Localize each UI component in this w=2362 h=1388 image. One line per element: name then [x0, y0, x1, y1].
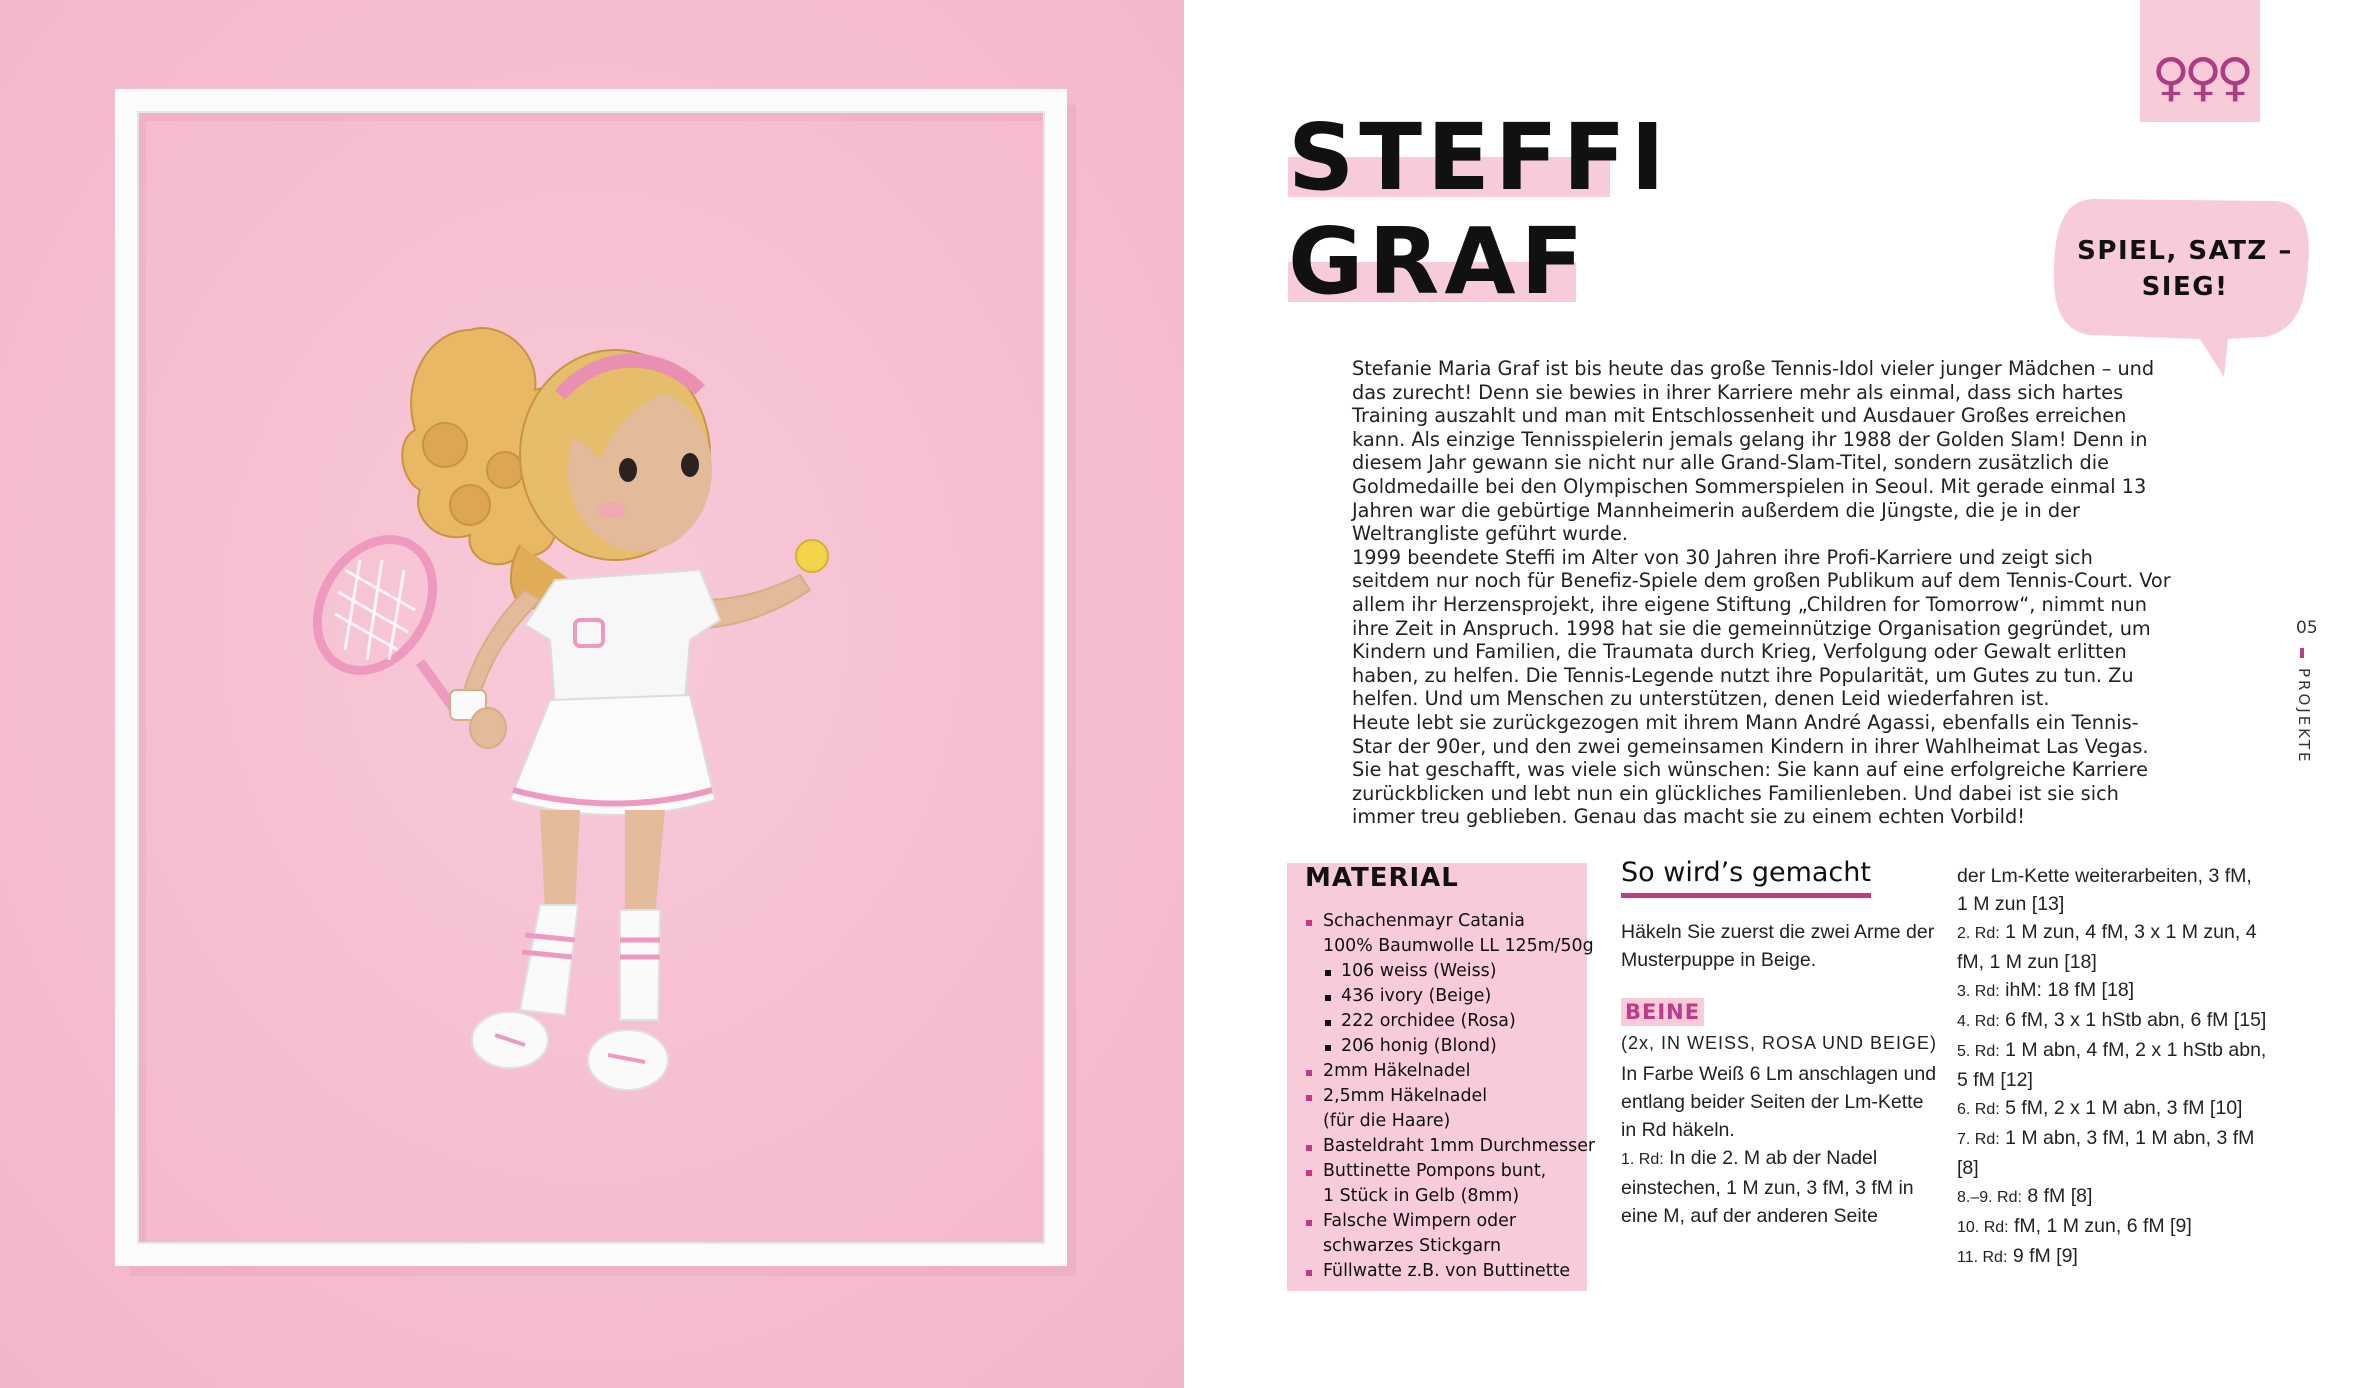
round-instruction	[1957, 1036, 2267, 1094]
material-item: 1 Stück in Gelb (8mm)	[1323, 1186, 1520, 1206]
round-label: 8.–9. Rd:	[1957, 1189, 2022, 1206]
round-instruction	[1957, 1006, 2267, 1036]
howto-heading: So wird’s gemacht	[1621, 855, 1871, 898]
intro-paragraph: Stefanie Maria Graf ist bis heute das große Tennis-Idol vieler junger Mädchen – und das zurecht! Denn sie bewies in ihrer Karriere mehr als einmal, dass sich hartes Training auszahlt und man mit Entschlossenheit und Ausdauer Großes erreichen kann. Als einzige Tennisspielerin jemals gelang ihr 1988 der Golden Slam! Denn in diesem Jahr gewann sie nicht nur alle Grand-Slam-Titel, sondern zusätzlich die Goldmedaille bei den Olympischen Sommerspielen in Seoul. Mit gerade einmal 13 Jahren war die gebürtige Mannheimerin außerdem die Jüngste, die je in der Weltrangliste geführt wurde.	[1352, 357, 2155, 546]
tennis-ball	[796, 540, 828, 572]
material-item: 2,5mm Häkelnadel	[1305, 1084, 1595, 1109]
material-item: 100% Baumwolle LL 125m/50g	[1323, 936, 1594, 956]
instructions-column-1	[1621, 855, 1941, 1230]
round-label: 10. Rd:	[1957, 1219, 2009, 1236]
material-item: 2mm Häkelnadel	[1305, 1059, 1595, 1084]
female-symbols-tab	[2140, 0, 2260, 122]
material-item: Füllwatte z.B. von Buttinette	[1305, 1259, 1595, 1284]
round-label: 2. Rd:	[1957, 925, 2000, 942]
female-symbols-icon: ♀♀♀	[2151, 48, 2249, 108]
section-marker	[2300, 648, 2304, 658]
beine-subheading: (2x, IN WEISS, ROSA UND BEIGE)	[1621, 1033, 1938, 1053]
material-item: (für die Haare)	[1323, 1111, 1451, 1131]
round-text: ihM: 18 fM [18]	[2005, 979, 2135, 1001]
round-instruction	[1621, 1144, 1941, 1230]
material-item: 206 honig (Blond)	[1305, 1034, 1595, 1059]
material-heading: MATERIAL	[1305, 863, 1459, 893]
round-text: 1 M abn, 4 fM, 2 x 1 hStb abn, 5 fM [12]	[1957, 1039, 2267, 1091]
round-text: 8 fM [8]	[2027, 1185, 2093, 1207]
round-label: 4. Rd:	[1957, 1013, 2000, 1030]
round-label: 7. Rd:	[1957, 1131, 2000, 1148]
material-item: Falsche Wimpern oder	[1305, 1209, 1595, 1234]
round-text: 1 M abn, 3 fM, 1 M abn, 3 fM [8]	[1957, 1127, 2255, 1179]
round-text: fM, 1 M zun, 6 fM [9]	[2014, 1215, 2192, 1237]
howto-intro: Häkeln Sie zuerst die zwei Arme der Musterpuppe in Beige.	[1621, 921, 1935, 971]
round-label: 1. Rd:	[1621, 1151, 1664, 1168]
round-label: 3. Rd:	[1957, 983, 2000, 1000]
material-box	[1287, 863, 1596, 1291]
round-text: 1 M zun, 4 fM, 3 x 1 M zun, 4 fM, 1 M zun [18]	[1957, 921, 2257, 973]
round-text: 6 fM, 3 x 1 hStb abn, 6 fM [15]	[2005, 1009, 2267, 1031]
intro-paragraph: Heute lebt sie zurückgezogen mit ihrem Mann André Agassi, ebenfalls ein Tennis-Star der 90er, und den zwei gemeinsamen Kindern in ihrer Wahlheimat Las Vegas. Sie hat geschafft, was viele sich wünschen: Sie kann auf eine erfolgreiche Karriere zurückblicken und lebt nun ein glückliches Familienleben. Und dabei ist sie sich immer treu geblieben. Genau das macht sie zu einem echten Vorbild!	[1352, 710, 2149, 829]
material-item: 106 weiss (Weiss)	[1305, 959, 1595, 984]
round-continuation: der Lm-Kette weiterarbeiten, 3 fM, 1 M zun [13]	[1957, 865, 2252, 915]
rounds-list-2	[1957, 918, 2267, 1272]
page-title-line1: STEFFI	[1288, 104, 1670, 211]
round-instruction	[1957, 976, 2267, 1006]
round-instruction	[1957, 1242, 2267, 1272]
round-label: 6. Rd:	[1957, 1101, 2000, 1118]
instructions-column-2	[1957, 862, 2267, 1272]
page-number: 05	[2296, 618, 2318, 638]
beine-heading: BEINE	[1621, 998, 1704, 1026]
round-text: In die 2. M ab der Nadel einstechen, 1 M zun, 3 fM, 3 fM in eine M, auf der anderen Seite	[1621, 1147, 1914, 1227]
round-instruction	[1957, 1212, 2267, 1242]
material-item: Basteldraht 1mm Durchmesser	[1305, 1134, 1595, 1159]
round-instruction	[1957, 1182, 2267, 1212]
section-label: PROJEKTE	[2295, 668, 2313, 765]
intro-paragraph: 1999 beendete Steffi im Alter von 30 Jahren ihre Profi-Karriere und zeigt sich seitdem nur noch für Benefiz-Spiele dem großen Publikum auf dem Tennis-Court. Vor allem ihr Herzensprojekt, ihre eigene Stiftung „Children for Tomorrow“, nimmt nun ihre Zeit in Anspruch. 1998 hat sie die gemeinnützige Organisation gegründet, um Kindern und Familien, die Traumata durch Krieg, Verfolgung oder Gewalt erlitten haben, zu helfen. Die Tennis-Legende nutzt ihre Popularität, um Gutes zu tun. Zu helfen. Und um Menschen zu unterstützen, denen Leid wiederfahren ist.	[1352, 545, 2171, 711]
doll-head	[520, 350, 712, 560]
round-text: 9 fM [9]	[2012, 1245, 2078, 1267]
speech-bubble-text: SPIEL, SATZ – SIEG!	[2077, 236, 2293, 302]
material-item: schwarzes Stickgarn	[1323, 1236, 1501, 1256]
material-item: 222 orchidee (Rosa)	[1305, 1009, 1595, 1034]
material-item: Buttinette Pompons bunt,	[1305, 1159, 1595, 1184]
beine-text: In Farbe Weiß 6 Lm anschlagen und entlang beider Seiten der Lm-Kette in Rd häkeln.	[1621, 1063, 1937, 1141]
intro-text	[1352, 357, 2172, 829]
round-instruction	[1957, 918, 2267, 976]
round-instruction	[1957, 1124, 2267, 1182]
round-label: 5. Rd:	[1957, 1043, 2000, 1060]
round-label: 11. Rd:	[1957, 1249, 2008, 1266]
rounds-list-1	[1621, 1144, 1941, 1230]
page-title-line2: GRAF	[1288, 208, 1589, 315]
round-instruction	[1957, 1094, 2267, 1124]
round-text: 5 fM, 2 x 1 M abn, 3 fM [10]	[2005, 1097, 2243, 1119]
material-list	[1305, 909, 1595, 1284]
material-item: 436 ivory (Beige)	[1305, 984, 1595, 1009]
material-item: Schachenmayr Catania	[1305, 909, 1595, 934]
